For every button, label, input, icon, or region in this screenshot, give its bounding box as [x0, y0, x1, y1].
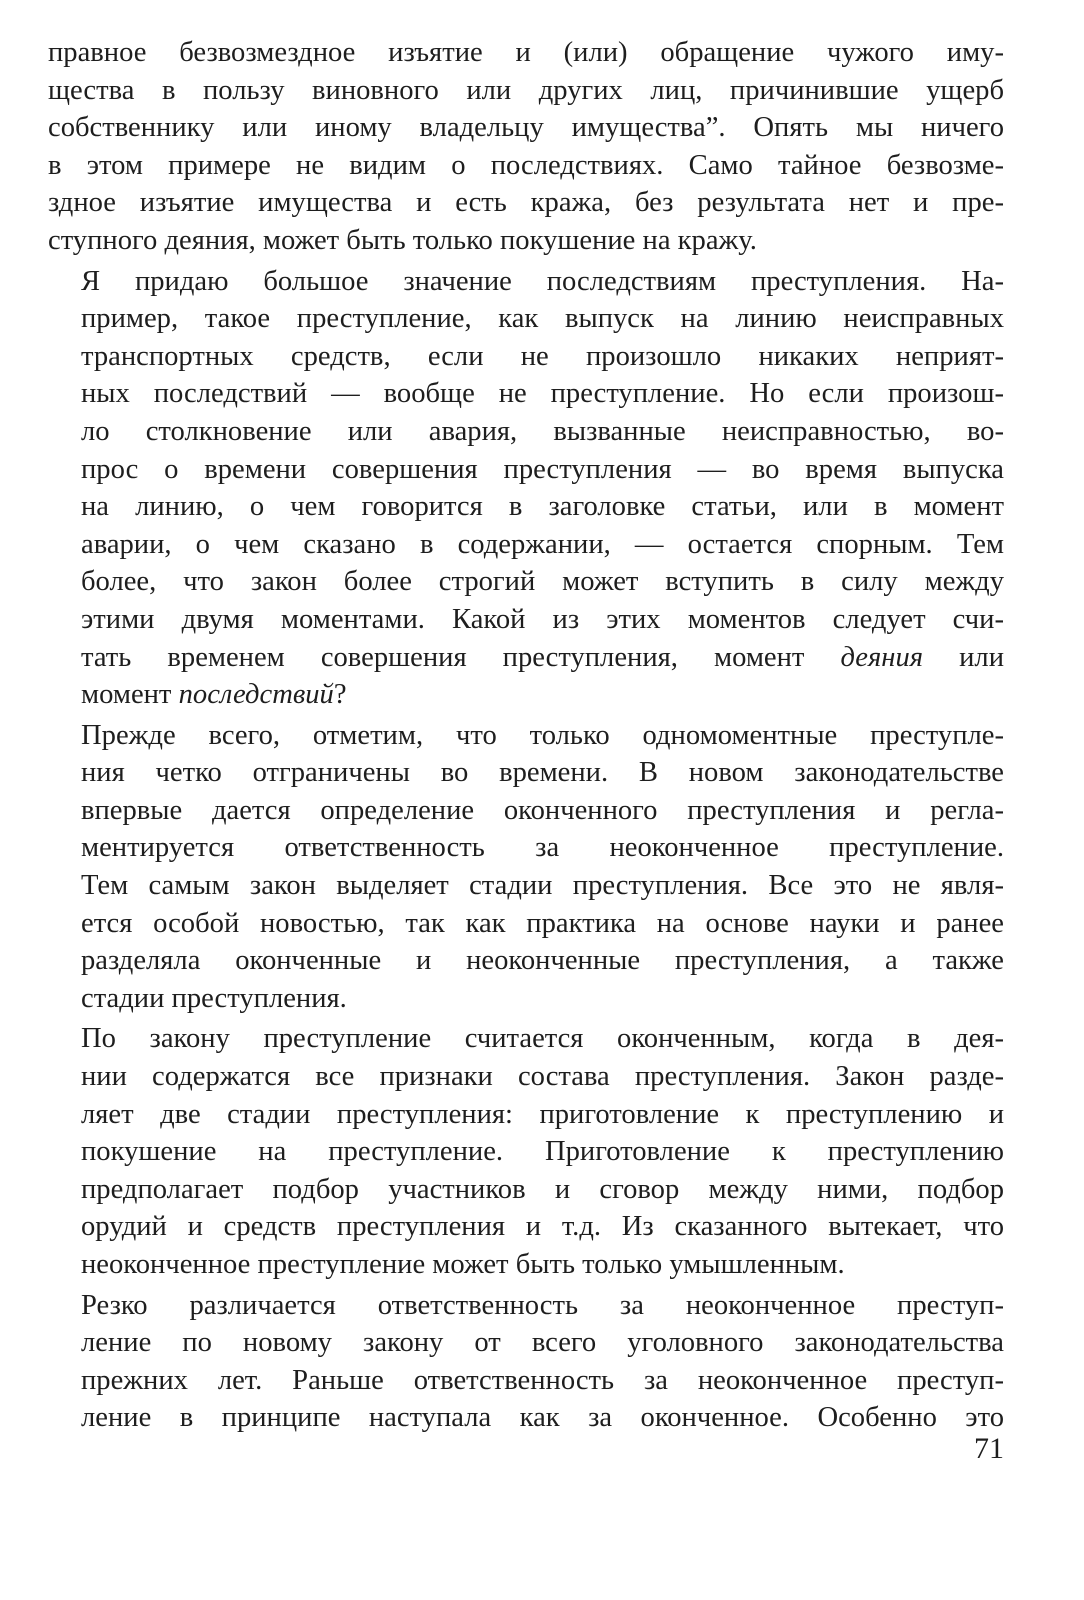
text-line: [48, 451, 1004, 489]
text-run: стадии преступления.: [81, 982, 347, 1014]
text-line: [48, 1096, 1004, 1134]
text-run: нии содержатся все признаки состава преступления. Закон разде-: [81, 1061, 1004, 1093]
text-run: правное безвозмездное изъятие и (или) обращение чужого иму-: [48, 37, 1004, 68]
text-line: [48, 676, 1004, 714]
text-run: разделяла оконченные и неоконченные преступления, а также: [81, 945, 1004, 977]
text-line: [48, 1133, 1004, 1171]
text-line: [48, 1058, 1004, 1096]
text-run: прежних лет. Раньше ответственность за неоконченное преступ-: [81, 1364, 1004, 1396]
text-run: Резко различается ответственность за неоконченное преступ-: [81, 1289, 1004, 1321]
text-line: [48, 792, 1004, 830]
text-line: [48, 980, 1004, 1018]
text-line: [48, 867, 1004, 905]
text-run: ?: [333, 679, 347, 711]
text-run: аварии, о чем сказано в содержании, — остается спорным. Тем: [81, 528, 1004, 560]
text-run: ляет две стадии преступления: приготовление к преступлению и: [81, 1098, 1004, 1130]
text-line: [48, 413, 1004, 451]
text-run: ление по новому закону от всего уголовного законодательства: [81, 1327, 1004, 1359]
text-run: ных последствий — вообще не преступление. Но если произош-: [81, 378, 1004, 410]
text-line: [48, 184, 1004, 222]
emphasized-text: последствий: [178, 679, 334, 711]
text-line: [48, 829, 1004, 867]
text-run: ло столкновение или авария, вызванные неисправностью, во-: [81, 415, 1004, 447]
text-line: [48, 942, 1004, 980]
text-line: [48, 109, 1004, 147]
text-run: этими двумя моментами. Какой из этих моментов следует счи-: [81, 603, 1004, 635]
text-line: [48, 1324, 1004, 1362]
text-line: [48, 1287, 1004, 1325]
text-run: тать временем совершения преступления, момент: [81, 641, 841, 673]
text-run: Тем самым закон выделяет стадии преступления. Все это не явля-: [81, 870, 1004, 902]
text-run: или: [923, 641, 1004, 673]
paragraph: [48, 34, 1004, 260]
text-line: [48, 754, 1004, 792]
paragraph: [48, 1020, 1004, 1283]
text-line: [48, 72, 1004, 110]
text-run: Прежде всего, отметим, что только одномоментные преступле-: [81, 719, 1004, 751]
text-run: более, что закон более строгий может вступить в силу между: [81, 566, 1004, 598]
text-run: момент: [81, 679, 179, 711]
text-line: [48, 601, 1004, 639]
text-line: [48, 1171, 1004, 1209]
text-line: [48, 905, 1004, 943]
text-line: [48, 1399, 1004, 1437]
text-line: [48, 338, 1004, 376]
text-run: транспортных средств, если не произошло никаких неприят-: [81, 340, 1004, 372]
text-run: здное изъятие имущества и есть кража, без результата нет и пре-: [48, 187, 1004, 219]
text-line: [48, 526, 1004, 564]
text-run: ступного деяния, может быть только покушение на кражу.: [48, 224, 757, 256]
emphasized-text: деяния: [840, 641, 924, 673]
text-run: Я придаю большое значение последствиям преступления. На-: [81, 265, 1004, 297]
text-run: орудий и средств преступления и т.д. Из сказанного вытекает, что: [81, 1211, 1004, 1243]
paragraph: [48, 263, 1004, 714]
text-run: покушение на преступление. Приготовление к преступлению: [81, 1136, 1004, 1168]
text-run: в этом примере не видим о последствиях. Само тайное безвозме-: [48, 149, 1004, 181]
text-line: [48, 147, 1004, 185]
text-run: щества в пользу виновного или других лиц, причинившие ущерб: [48, 74, 1004, 106]
text-line: [48, 222, 1004, 260]
text-run: ление в принципе наступала как за оконченное. Особенно это: [81, 1402, 1004, 1434]
text-line: [48, 1020, 1004, 1058]
paragraph: [48, 717, 1004, 1018]
text-line: [48, 263, 1004, 301]
text-line: [48, 717, 1004, 755]
page-number: 71: [974, 1432, 1004, 1465]
text-line: [48, 34, 1004, 72]
text-line: [48, 300, 1004, 338]
page-body: [48, 34, 1004, 1437]
text-run: По закону преступление считается оконченным, когда в дея-: [81, 1023, 1004, 1055]
paragraph: [48, 1287, 1004, 1437]
text-run: ментируется ответственность за неоконченное преступление.: [81, 832, 1004, 864]
text-line: [48, 375, 1004, 413]
text-run: прос о времени совершения преступления — во время выпуска: [81, 453, 1004, 485]
text-line: [48, 563, 1004, 601]
text-run: ется особой новостью, так как практика на основе науки и ранее: [81, 907, 1004, 939]
text-line: [48, 1246, 1004, 1284]
text-line: [48, 1362, 1004, 1400]
text-line: [48, 488, 1004, 526]
text-run: собственнику или иному владельцу имущества”. Опять мы ничего: [48, 112, 1004, 144]
text-run: впервые дается определение оконченного преступления и регла-: [81, 794, 1004, 826]
text-run: предполагает подбор участников и сговор между ними, подбор: [81, 1173, 1004, 1205]
text-run: на линию, о чем говорится в заголовке статьи, или в момент: [81, 491, 1004, 523]
text-line: [48, 639, 1004, 677]
text-run: неоконченное преступление может быть только умышленным.: [81, 1249, 845, 1280]
text-line: [48, 1208, 1004, 1246]
text-run: ния четко отграничены во времени. В новом законодательстве: [81, 757, 1004, 789]
text-run: пример, такое преступление, как выпуск на линию неисправных: [81, 303, 1004, 335]
